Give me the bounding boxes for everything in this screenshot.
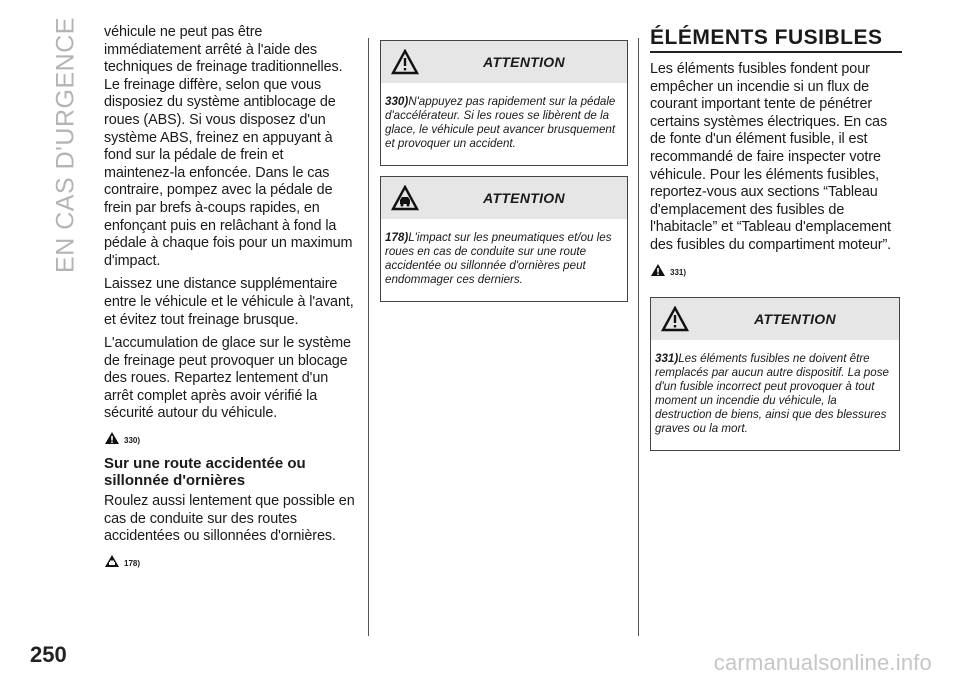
- attention-header: [651, 298, 899, 340]
- warning-triangle-icon: [650, 263, 666, 277]
- paragraph-1: véhicule ne peut pas être immédiatement arrêté à l'aide des techniques de freinage traditionnelles. Le freinage diffère, selon que vous disposiez du système antiblocage de roues (ABS). Si vous disposez d'un système ABS, freinez en appuyant à fond sur la pédale de frein et maintenez-la enfoncée. Dans le cas contraire, pompez avec la pédale de frein par brefs à-coups rapides, en enfonçant puis en relâchant à fond la pédale à chaque fois pour un maximum d'impact.: [104, 24, 353, 269]
- warning-triangle-icon: [661, 306, 689, 337]
- warning-triangle-icon: [104, 431, 120, 445]
- column-divider-1: [368, 38, 369, 636]
- column-divider-2: [638, 38, 639, 636]
- ref-number: 331): [655, 351, 679, 365]
- attention-body: [381, 219, 627, 301]
- attention-header: [381, 41, 627, 83]
- car-warning-icon: [391, 185, 419, 216]
- chapter-title: EN CAS D'URGENCE: [51, 17, 80, 273]
- ref-number: 330): [385, 95, 409, 108]
- attention-title: ATTENTION: [483, 54, 565, 70]
- attention-header: [381, 177, 627, 219]
- paragraph-3: L'accumulation de glace sur le système de freinage peut provoquer un blocage des roues. Repartez lentement d'un arrêt complet après avoir vérifié la sécurité autour du véhicule.: [104, 335, 351, 422]
- site-watermark: carmanualsonline.info: [713, 650, 932, 675]
- chapter-side-tab: [48, 17, 84, 273]
- ref-number: 178): [385, 231, 409, 244]
- subheading: Sur une route accidentée ou sillonnée d'ornières: [104, 455, 306, 490]
- warning-triangle-icon: [391, 49, 419, 80]
- column-middle: [380, 40, 628, 302]
- car-warning-icon: [104, 554, 120, 568]
- attention-body: [651, 340, 899, 450]
- attention-title: ATTENTION: [483, 190, 565, 206]
- column-right: [650, 28, 900, 451]
- attention-box-330: [380, 40, 628, 166]
- warning-ref-330[interactable]: [104, 429, 356, 445]
- section-heading: ÉLÉMENTS FUSIBLES: [650, 26, 883, 49]
- attention-body: [381, 83, 627, 165]
- paragraph-4: Roulez aussi lentement que possible en cas de conduite sur des routes accidentées ou sillonnées d'ornières.: [104, 493, 355, 545]
- attention-box-178: [380, 176, 628, 302]
- attention-text: Les éléments fusibles ne doivent être remplacés par aucun autre dispositif. La pose d'un fusible incorrect peut provoquer à tout moment un incendie du véhicule, la destruction de biens, ainsi que des blessures graves ou la mort.: [655, 351, 889, 435]
- heading-rule: [650, 51, 902, 53]
- section-paragraph: Les éléments fusibles fondent pour empêcher un incendie si un flux de courant important tente de pénétrer certains systèmes électriques. En cas de fonte d'un élément fusible, il est recommandé de faire inspecter votre véhicule. Pour les éléments fusibles, reportez-vous aux sections “Tableau d'emplacement des fusibles de l'habitacle” et “Tableau d'emplacement des fusibles du compartiment moteur”.: [650, 61, 892, 253]
- column-left: [104, 24, 356, 578]
- warning-ref-178[interactable]: [104, 552, 356, 568]
- ref-number: 178): [124, 558, 141, 568]
- ref-number: 330): [124, 436, 141, 446]
- attention-title: ATTENTION: [754, 310, 836, 327]
- warning-ref-331[interactable]: [650, 261, 900, 277]
- attention-text: L'impact sur les pneumatiques et/ou les roues en cas de conduite sur une route accidentée ou sillonnée d'ornières peut endommager ces derniers.: [385, 231, 612, 286]
- paragraph-2: Laissez une distance supplémentaire entre le véhicule et le véhicule à l'avant, et évitez tout freinage brusque.: [104, 276, 354, 328]
- ref-number: 331): [670, 267, 687, 277]
- attention-box-331: [650, 297, 900, 451]
- page-number: 250: [30, 642, 67, 667]
- attention-text: N'appuyez pas rapidement sur la pédale d'accélérateur. Si les roues se libèrent de la glace, le véhicule peut avancer brusquement et provoquer un accident.: [385, 95, 616, 150]
